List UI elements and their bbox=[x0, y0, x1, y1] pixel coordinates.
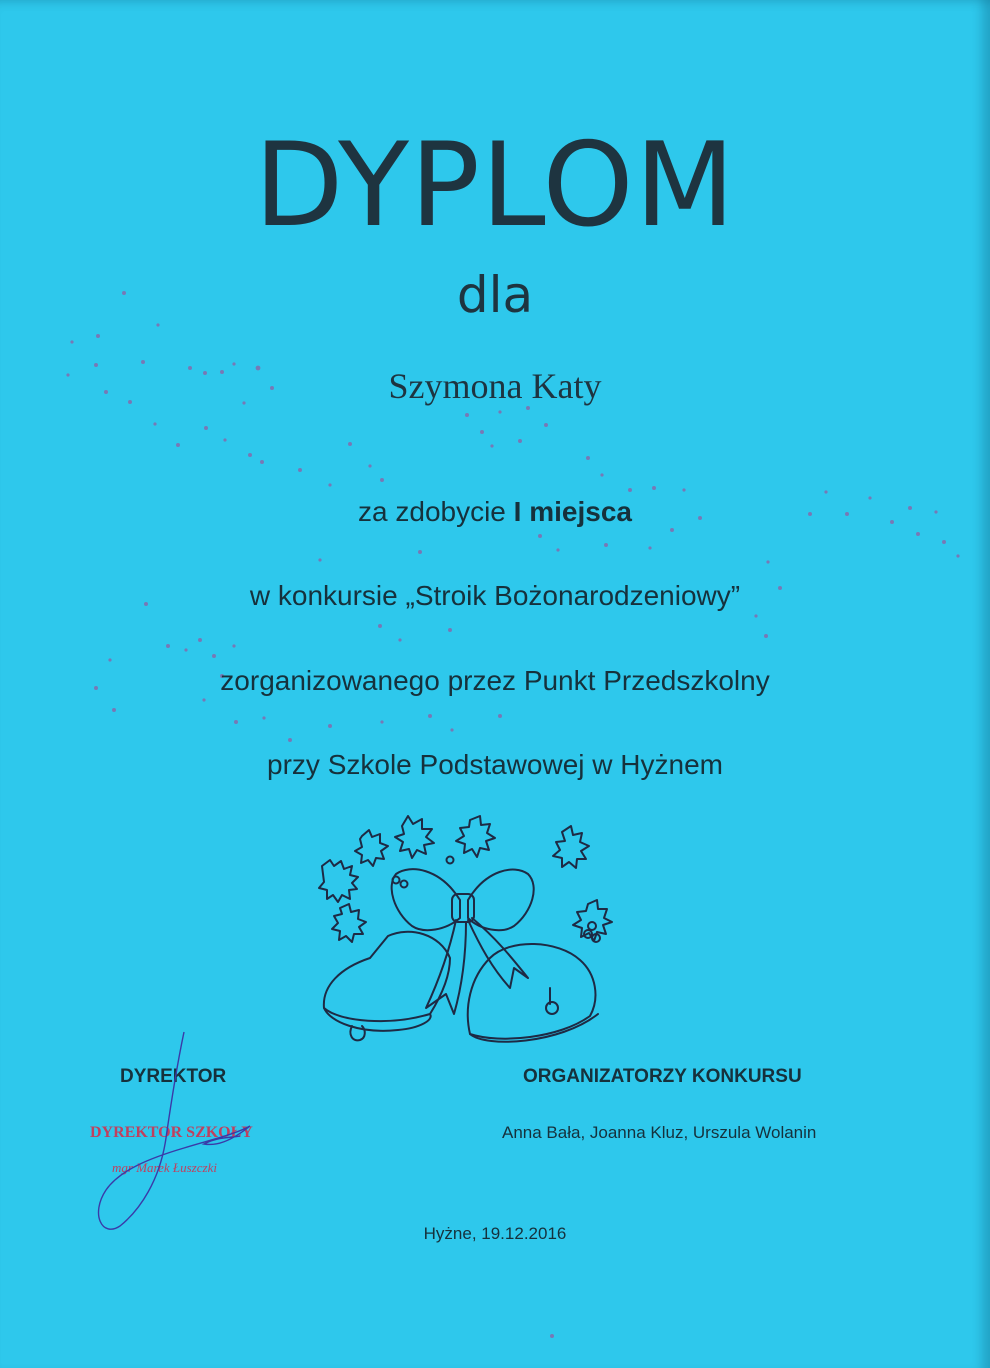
diploma-title: DYPLOM bbox=[254, 118, 736, 253]
stamp-title: DYREKTOR SZKOŁY bbox=[90, 1124, 253, 1141]
director-label: DYREKTOR bbox=[120, 1066, 227, 1087]
organizer-line: zorganizowanego przez Punkt Przedszkolny bbox=[220, 665, 770, 696]
place-date: Hyżne, 19.12.2016 bbox=[423, 1224, 567, 1243]
achievement-prefix: za zdobycie bbox=[358, 496, 514, 527]
school-line: przy Szkole Podstawowej w Hyżnem bbox=[267, 749, 723, 780]
organizers-label: ORGANIZATORZY KONKURSU bbox=[523, 1066, 802, 1087]
stamp-name: mgr Marek Łuszczki bbox=[112, 1160, 217, 1175]
for-label: dla bbox=[456, 266, 534, 324]
achievement-place: I miejsca bbox=[513, 496, 632, 527]
organizers-names: Anna Bała, Joanna Kluz, Urszula Wolanin bbox=[502, 1123, 817, 1142]
director-stamp-signature bbox=[80, 1030, 280, 1240]
contest-line: w konkursie „Stroik Bożonarodzeniowy” bbox=[249, 580, 741, 611]
christmas-bells-icon bbox=[300, 808, 640, 1050]
recipient-name: Szymona Katy bbox=[388, 366, 602, 406]
achievement-line bbox=[0, 498, 990, 526]
